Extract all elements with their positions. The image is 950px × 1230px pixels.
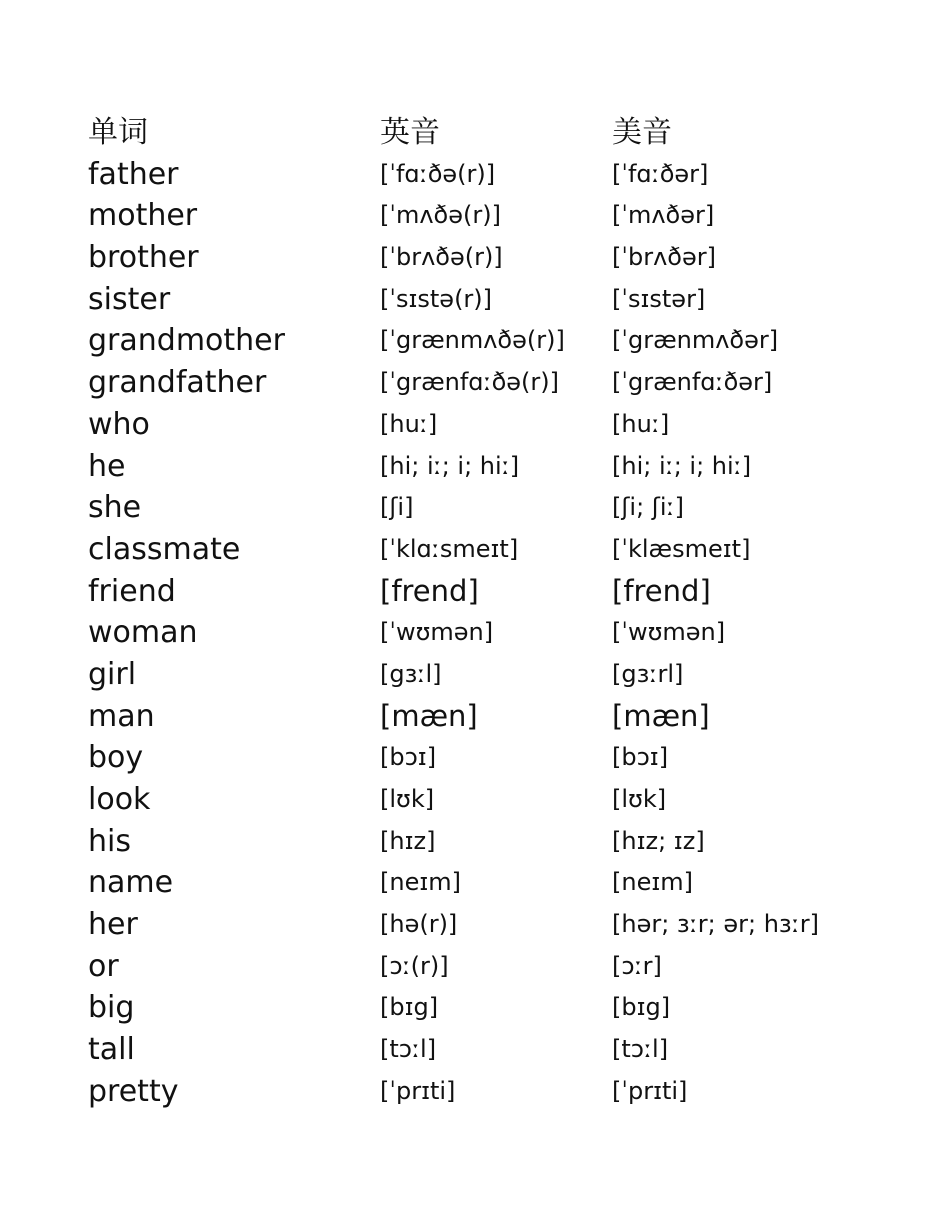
vocabulary-table [88, 112, 908, 1113]
british-phonetic: [mæn] [380, 698, 478, 733]
american-phonetic: [ˈgrænfɑːðər] [612, 368, 773, 397]
table-row [88, 737, 908, 779]
american-phonetic: [bɔɪ] [612, 743, 669, 772]
british-phonetic: [bɔɪ] [380, 743, 437, 772]
british-phonetic: [hə(r)] [380, 910, 458, 939]
british-phonetic: [hɪz] [380, 826, 436, 855]
british-phonetic: [hi; iː; i; hiː] [380, 451, 520, 480]
british-phonetic: [lʊk] [380, 785, 435, 813]
table-row [88, 821, 908, 863]
american-phonetic: [huː] [612, 409, 670, 438]
word-cell: boy [88, 740, 144, 776]
american-phonetic: [ʃi; ʃiː] [612, 493, 684, 522]
table-row [88, 362, 908, 404]
american-phonetic: [frend] [612, 573, 711, 608]
table-row [88, 320, 908, 362]
british-phonetic: [frend] [380, 573, 479, 608]
american-phonetic: [hi; iː; i; hiː] [612, 451, 752, 480]
table-row [88, 612, 908, 654]
american-phonetic: [ˈmʌðər] [612, 201, 715, 230]
american-phonetic: [ˈsɪstər] [612, 284, 706, 313]
word-cell: man [88, 698, 155, 734]
british-phonetic: [ʃi] [380, 493, 414, 522]
table-header [88, 112, 908, 154]
british-phonetic: [ɔː(r)] [380, 951, 449, 980]
table-row [88, 154, 908, 196]
table-row [88, 404, 908, 446]
word-cell: or [88, 948, 119, 984]
word-cell: tall [88, 1032, 135, 1068]
word-cell: his [88, 823, 131, 859]
american-phonetic: [tɔːl] [612, 1035, 669, 1064]
word-cell: friend [88, 573, 176, 609]
word-cell: father [88, 156, 179, 192]
british-phonetic: [ˈbrʌðə(r)] [380, 243, 503, 272]
american-phonetic: [neɪm] [612, 868, 693, 897]
header-british: 英音 [380, 115, 440, 150]
word-cell: he [88, 448, 126, 484]
table-row [88, 487, 908, 529]
british-phonetic: [ˈmʌðə(r)] [380, 201, 501, 230]
british-phonetic: [bɪg] [380, 993, 439, 1022]
british-phonetic: [neɪm] [380, 868, 461, 897]
american-phonetic: [bɪg] [612, 993, 671, 1022]
word-cell: look [88, 782, 151, 817]
british-phonetic: [huː] [380, 409, 438, 438]
american-phonetic: [ˈklæsmeɪt] [612, 534, 751, 563]
word-cell: grandfather [88, 365, 267, 401]
word-cell: girl [88, 656, 137, 692]
table-row [88, 696, 908, 738]
american-phonetic: [mæn] [612, 698, 710, 733]
word-cell: woman [88, 615, 198, 651]
word-cell: pretty [88, 1073, 179, 1109]
table-row [88, 1029, 908, 1071]
american-phonetic: [ˈgrænmʌðər] [612, 326, 779, 355]
british-phonetic: [ˈwʊmən] [380, 618, 494, 647]
table-row [88, 195, 908, 237]
table-row [88, 779, 908, 821]
american-phonetic: [ˈfɑːðər] [612, 159, 709, 188]
british-phonetic: [tɔːl] [380, 1035, 437, 1064]
table-row [88, 571, 908, 613]
british-phonetic: [ˈsɪstə(r)] [380, 284, 493, 313]
american-phonetic: [ɔːr] [612, 951, 662, 980]
american-phonetic: [ˈwʊmən] [612, 618, 726, 647]
american-phonetic: [gɜːrl] [612, 659, 684, 688]
british-phonetic: [ˈfɑːðə(r)] [380, 159, 496, 188]
british-phonetic: [ˈklɑːsmeɪt] [380, 534, 519, 563]
header-word: 单词 [88, 115, 148, 150]
american-phonetic: [hɪz; ɪz] [612, 826, 705, 855]
table-row [88, 237, 908, 279]
table-row [88, 946, 908, 988]
word-cell: who [88, 406, 150, 442]
header-american: 美音 [612, 115, 672, 150]
word-cell: her [88, 907, 138, 943]
word-cell: she [88, 490, 142, 526]
british-phonetic: [gɜːl] [380, 659, 442, 688]
word-cell: grandmother [88, 323, 285, 359]
british-phonetic: [ˈgrænfɑːðə(r)] [380, 368, 560, 397]
table-row [88, 1071, 908, 1113]
american-phonetic: [ˈbrʌðər] [612, 243, 716, 272]
table-row [88, 446, 908, 488]
table-row [88, 904, 908, 946]
word-cell: mother [88, 198, 198, 234]
british-phonetic: [ˈprɪti] [380, 1076, 456, 1105]
table-row [88, 654, 908, 696]
table-row [88, 987, 908, 1029]
word-cell: classmate [88, 531, 241, 567]
word-cell: brother [88, 240, 199, 276]
american-phonetic: [hər; ɜːr; ər; hɜːr] [612, 910, 819, 939]
british-phonetic: [ˈgrænmʌðə(r)] [380, 326, 565, 355]
table-row [88, 279, 908, 321]
word-cell: name [88, 865, 174, 901]
table-row [88, 862, 908, 904]
word-cell: sister [88, 281, 171, 317]
table-row [88, 529, 908, 571]
american-phonetic: [ˈprɪti] [612, 1076, 688, 1105]
american-phonetic: [lʊk] [612, 785, 667, 813]
word-cell: big [88, 990, 135, 1026]
